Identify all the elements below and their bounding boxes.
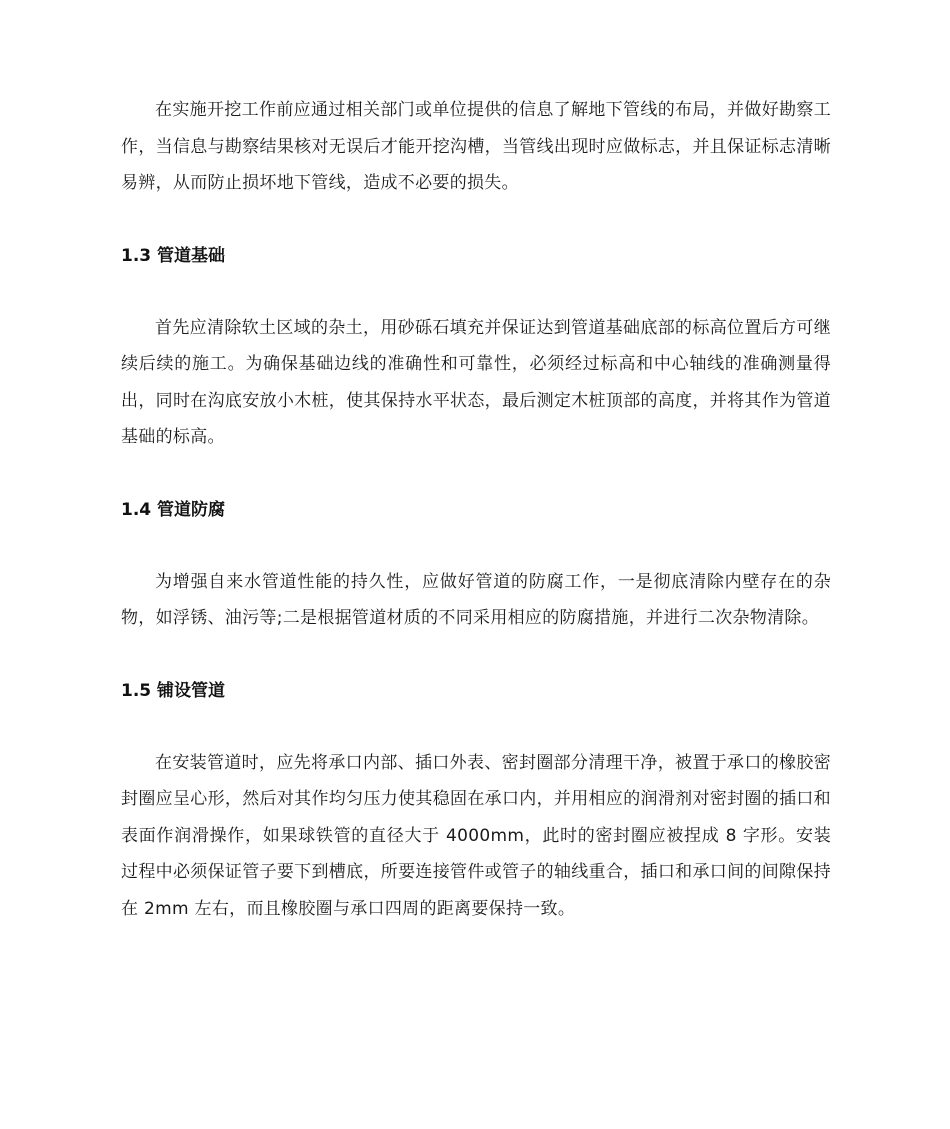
section-heading-1-3: 1.3 管道基础 bbox=[121, 245, 226, 266]
spacer bbox=[121, 202, 831, 238]
paragraph-pipe-foundation: 首先应清除软土区域的杂土，用砂砾石填充并保证达到管道基础底部的标高位置后方可继续后续的施工。为确保基础边线的准确性和可靠性，必须经过标高和中心轴线的准确测量得出，同时在沟底安放小木桩，使其保持水平状态，最后测定木桩顶部的高度，并将其作为管道基础的标高。 bbox=[121, 317, 831, 447]
spacer bbox=[121, 456, 831, 492]
paragraph-pipe-laying: 在安装管道时，应先将承口内部、插口外表、密封圈部分清理干净，被置于承口的橡胶密封圈应呈心形，然后对其作均匀压力使其稳固在承口内，并用相应的润滑剂对密封圈的插口和表面作润滑操作，如果球铁管的直径大于 4000mm，此时的密封圈应被捏成 8 字形。安装过程中必须保证管子要下到槽底，所要连接管件或管子的轴线重合，插口和承口间的间隙保持在 2mm 左右，而且橡胶圈与承口四周的距离要保持一致。 bbox=[121, 752, 831, 919]
spacer bbox=[121, 528, 831, 564]
paragraph-pipe-anticorrosion: 为增强自来水管道性能的持久性，应做好管道的防腐工作，一是彻底清除内壁存在的杂物，如浮锈、油污等;二是根据管道材质的不同采用相应的防腐措施，并进行二次杂物清除。 bbox=[121, 571, 831, 628]
document-body bbox=[121, 92, 831, 927]
section-heading-1-5: 1.5 铺设管道 bbox=[121, 680, 226, 701]
spacer bbox=[121, 637, 831, 673]
spacer bbox=[121, 274, 831, 310]
spacer bbox=[121, 709, 831, 745]
paragraph-excavation-survey: 在实施开挖工作前应通过相关部门或单位提供的信息了解地下管线的布局，并做好勘察工作，当信息与勘察结果核对无误后才能开挖沟槽，当管线出现时应做标志，并且保证标志清晰易辨，从而防止损坏地下管线，造成不必要的损失。 bbox=[121, 100, 831, 193]
section-heading-1-4: 1.4 管道防腐 bbox=[121, 499, 226, 520]
